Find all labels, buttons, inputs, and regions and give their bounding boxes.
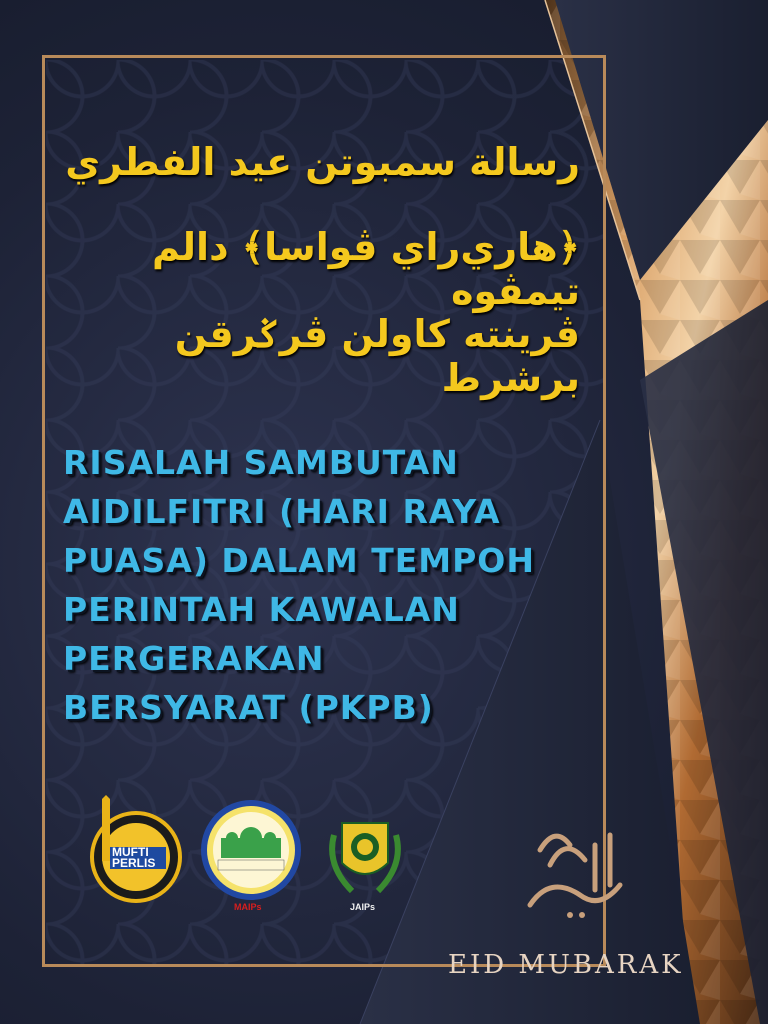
malay-title-line-5: PERGERAKAN [63, 639, 325, 678]
malay-title-line-6: BERSYARAT (PKPB) [63, 688, 434, 727]
mufti-perlis-logo [88, 795, 184, 905]
malay-title [63, 438, 563, 732]
jaips-logo-label: JAIPs [350, 902, 376, 912]
arabic-title-line-2: ﴿هاري‌راي ڤواسا﴾ دالم تيمڤوه [151, 225, 580, 313]
eid-mubarak-calligraphy [510, 815, 640, 925]
mufti-logo-text-2: PERLIS [112, 856, 156, 870]
mufti-logo-text-1: MUFTI [112, 845, 149, 859]
eid-mubarak-text: EID MUBARAK [448, 950, 684, 980]
jaips-logo [322, 805, 408, 915]
maips-logo [196, 798, 306, 913]
malay-title-line-4: PERINTAH KAWALAN [63, 590, 460, 629]
malay-title-line-3: PUASA) DALAM TEMPOH [63, 541, 535, 580]
arabic-title-line-1: رسالة سمبوتن عيد الفطري [65, 140, 580, 184]
maips-logo-label: MAIPs [234, 902, 262, 912]
malay-title-line-2: AIDILFITRI (HARI RAYA [63, 492, 501, 531]
malay-title-line-1: RISALAH SAMBUTAN [63, 443, 459, 482]
arabic-title-line-3: ڤرينته کاولن ڤرݢرقن برشرط [174, 312, 580, 400]
